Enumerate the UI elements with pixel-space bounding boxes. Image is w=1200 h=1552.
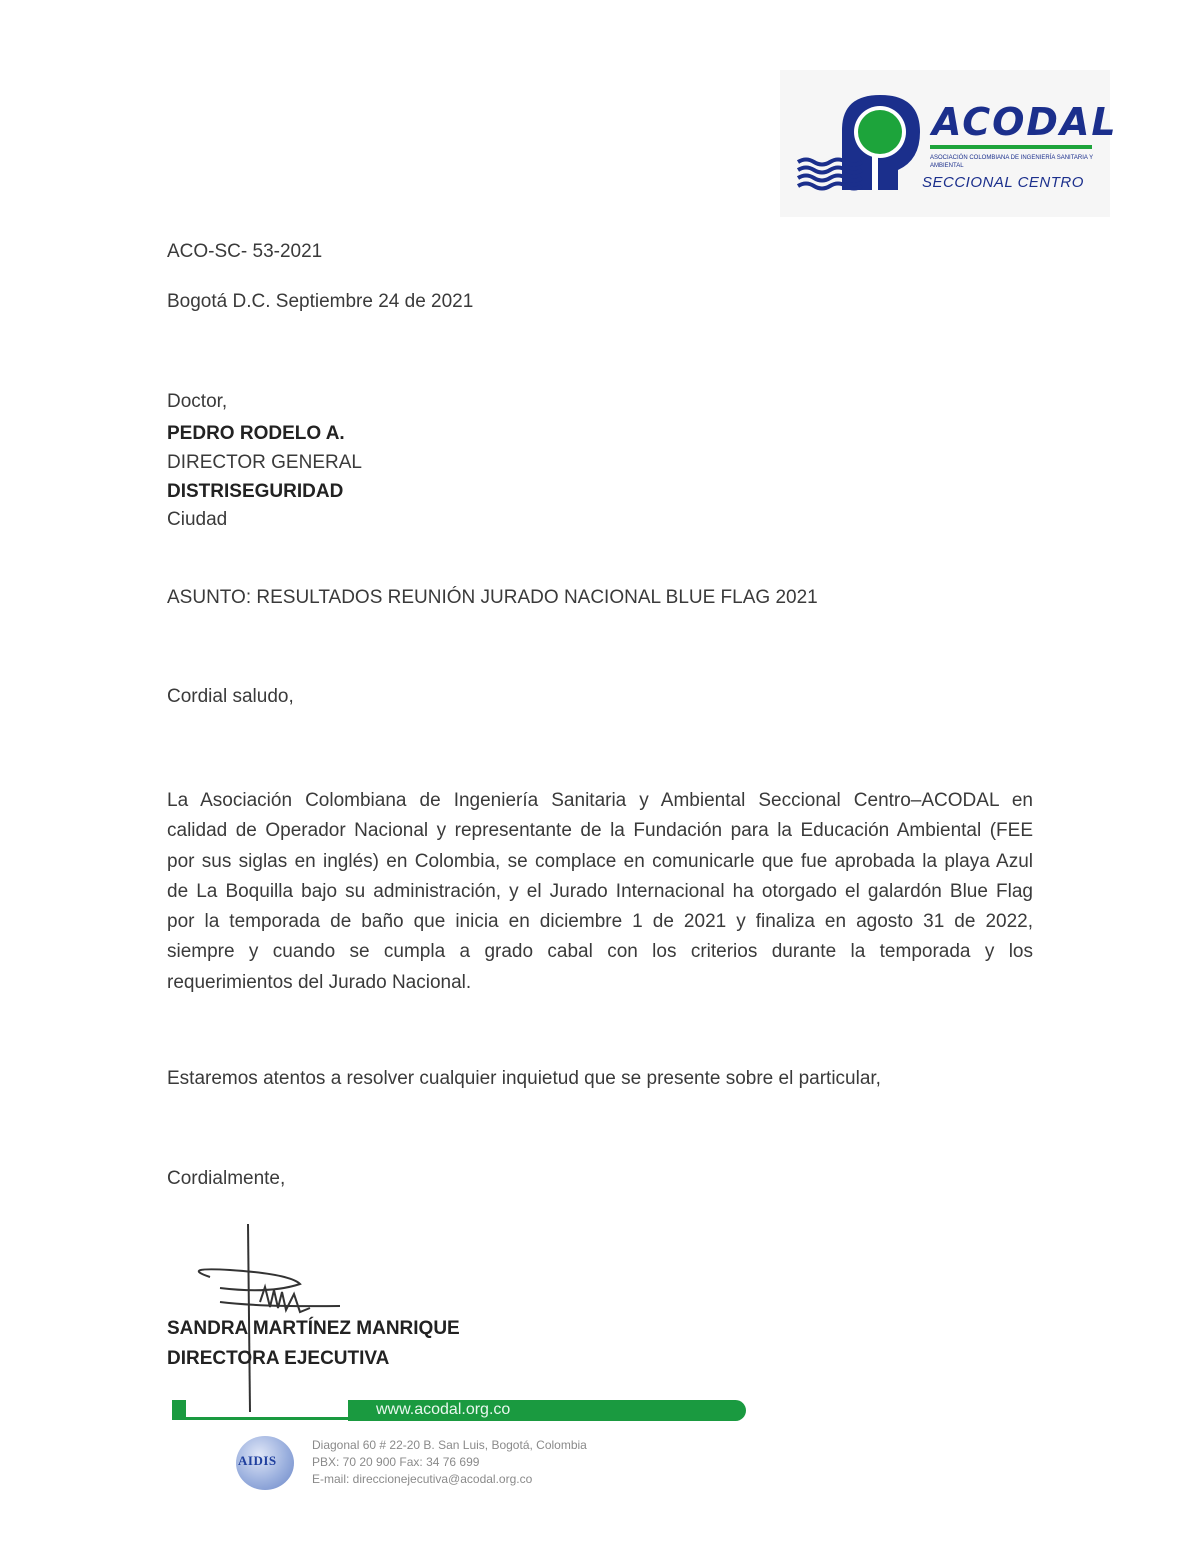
body-line: por la temporada de baño que inicia en diciembre 1 de 2021 y finaliza en agosto 31 de 2022, xyxy=(167,911,1033,933)
logo-wordmark: ACODAL xyxy=(932,100,1118,144)
recipient-name: PEDRO RODELO A. xyxy=(167,423,345,444)
body-line: La Asociación Colombiana de Ingeniería Sanitaria y Ambiental Seccional Centro–ACODAL en xyxy=(167,790,1033,811)
aidis-globe-logo xyxy=(236,1436,294,1490)
footer-phones: PBX: 70 20 900 Fax: 34 76 699 xyxy=(312,1455,480,1469)
website-link[interactable]: www.acodal.org.co xyxy=(376,1401,511,1418)
logo-divider xyxy=(930,145,1092,149)
recipient-position: DIRECTOR GENERAL xyxy=(167,452,362,473)
logo-subtitle: SECCIONAL CENTRO xyxy=(922,174,1084,191)
recipient-salutation-title: Doctor, xyxy=(167,391,228,412)
footer-bar xyxy=(348,1400,746,1421)
body-line: requerimientos del Jurado Nacional. xyxy=(167,971,472,993)
logo-tagline: ASOCIACIÓN COLOMBIANA DE INGENIERÍA SANITARIA Y AMBIENTAL xyxy=(930,155,1094,169)
date-line: Bogotá D.C. Septiembre 24 de 2021 xyxy=(167,291,474,312)
acodal-logo xyxy=(780,70,1118,217)
body-paragraph xyxy=(167,786,1033,998)
signer-name: SANDRA MARTÍNEZ MANRIQUE xyxy=(167,1318,460,1339)
aidis-badge-text: AIDIS xyxy=(238,1453,277,1468)
body-line: siempre y cuando se cumpla a grado cabal con los criterios durante la temporada y los xyxy=(167,941,1033,963)
closing-sentence: Estaremos atentos a resolver cualquier inquietud que se presente sobre el particular, xyxy=(167,1068,881,1089)
signer-title: DIRECTORA EJECUTIVA xyxy=(167,1348,390,1369)
footer-address: Diagonal 60 # 22-20 B. San Luis, Bogotá, Colombia xyxy=(312,1438,587,1452)
reference-number: ACO-SC- 53-2021 xyxy=(167,241,323,262)
body-line: calidad de Operador Nacional y representante de la Fundación para la Educación Ambiental (FEE xyxy=(167,820,1033,842)
footer-bar-bracket xyxy=(172,1400,348,1420)
body-line: de La Boquilla bajo su administración, y el Jurado Internacional ha otorgado el galardón Blue Flag xyxy=(167,880,1033,902)
greeting: Cordial saludo, xyxy=(167,686,294,707)
recipient-city: Ciudad xyxy=(167,509,228,530)
body-line: por sus siglas en inglés) en Colombia, se complace en comunicarle que fue aprobada la playa Azul xyxy=(167,850,1033,872)
recipient-organization: DISTRISEGURIDAD xyxy=(167,481,344,502)
footer-email[interactable]: E-mail: direccionejecutiva@acodal.org.co xyxy=(312,1472,533,1486)
closing: Cordialmente, xyxy=(167,1168,286,1189)
acodal-emblem-icon xyxy=(780,70,930,217)
subject-line: ASUNTO: RESULTADOS REUNIÓN JURADO NACIONAL BLUE FLAG 2021 xyxy=(167,587,818,608)
